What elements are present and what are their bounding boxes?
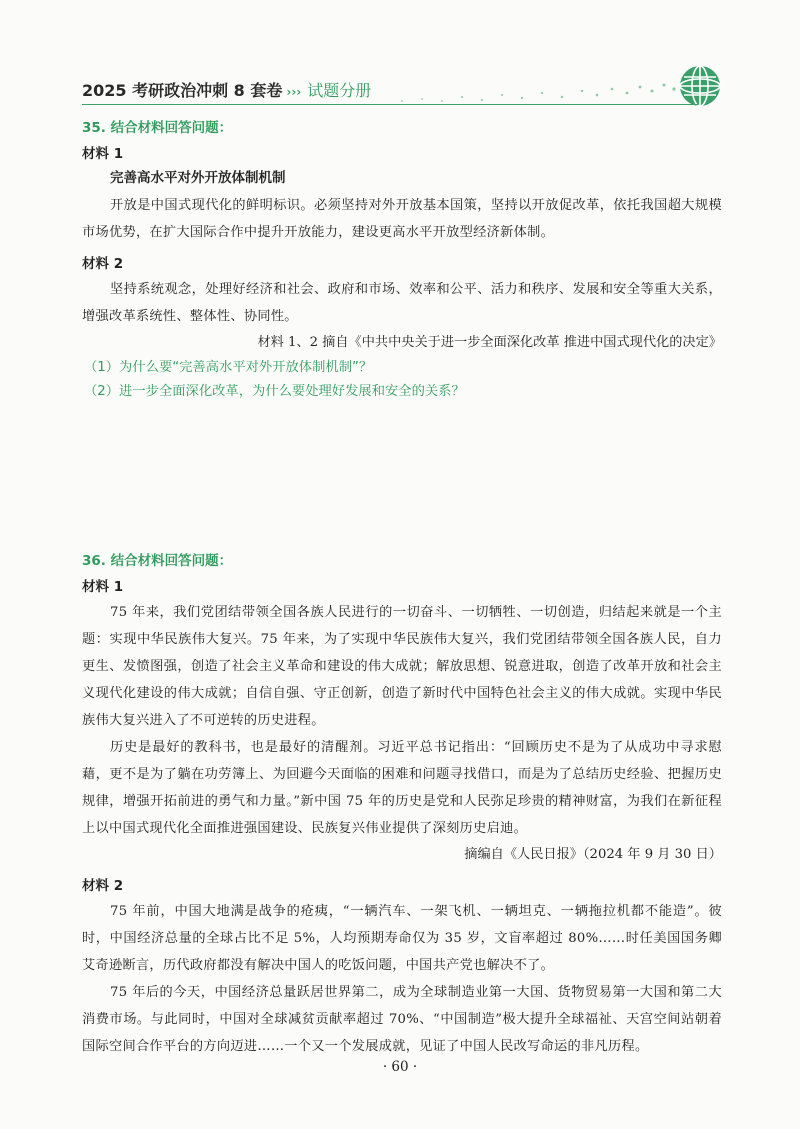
q36-material1-paragraph-1: 75 年来，我们党团结带领全国各族人民进行的一切奋斗、一切牺牲、一切创造，归结起来就是一个主题：实现中华民族伟大复兴。75 年来，为了实现中华民族伟大复兴，我们党团结带领全国各族人民，自力更生、发愤图强，创造了社会主义革命和建设的伟大成就；解放思想、锐意进取，创造了改革开放和社会主义现代化建设的伟大成就；自信自强、守正创新，创造了新时代中国特色社会主义的伟大成就。实现中华民族伟大复兴进入了不可逆转的历史进程。: [82, 605, 722, 728]
book-title: 2025 考研政治冲刺 8 套卷: [82, 81, 283, 100]
q36-material1-label: 材料 1: [82, 579, 124, 595]
q35-material1-heading: 完善高水平对外开放体制机制: [110, 170, 286, 186]
globe-icon: [678, 64, 722, 108]
q36-material1-source: 摘编自《人民日报》（2024 年 9 月 30 日）: [464, 847, 722, 862]
header-dot-pattern: [382, 79, 682, 105]
header-rule: [82, 104, 698, 105]
q36-material1-paragraph-2: 历史是最好的教科书，也是最好的清醒剂。习近平总书记指出：“回顾历史不是为了从成功中寻求慰藉，更不是为了躺在功劳簿上、为回避今天面临的困难和问题寻找借口，而是为了总结历史经验、把握历史规律，增强开拓前进的勇气和力量。”新中国 75 年的历史是党和人民弥足珍贵的精神财富，为我们在新征程上以中国式现代化全面推进强国建设、民族复兴伟业提供了深刻历史启迪。: [82, 740, 722, 836]
header-title: [82, 78, 371, 101]
page-header: [82, 72, 722, 112]
q36-material2-label: 材料 2: [82, 878, 124, 894]
q35-title: 35. 结合材料回答问题：: [82, 120, 233, 136]
question-35: [82, 116, 722, 404]
q36-title: 36. 结合材料回答问题：: [82, 553, 233, 569]
q35-material1-label: 材料 1: [82, 146, 124, 162]
q35-question-1: （1）为什么要“完善高水平对外开放体制机制”？: [84, 360, 373, 375]
page-number: · 60 ·: [382, 1059, 418, 1075]
q36-material2-paragraph-1: 75 年前，中国大地满是战争的疮痍，“一辆汽车、一架飞机、一辆坦克、一辆拖拉机都不能造”。彼时，中国经济总量的全球占比不足 5%，人均预期寿命仅为 35 岁，文盲率超过 80%……时任美国国务卿艾奇逊断言，历代政府都没有解决中国人的吃饭问题，中国共产党也解决不了。: [82, 904, 722, 973]
q35-material1-paragraph: 开放是中国式现代化的鲜明标识。必须坚持对外开放基本国策，坚持以开放促改革，依托我国超大规模市场优势，在扩大国际合作中提升开放能力，建设更高水平开放型经济新体制。: [82, 198, 722, 240]
header-arrows: ›››: [286, 85, 302, 99]
question-36: [82, 549, 722, 1060]
header-subtitle: 试题分册: [307, 81, 372, 100]
q36-material2-paragraph-2: 75 年后的今天，中国经济总量跃居世界第二，成为全球制造业第一大国、货物贸易第一大国和第二大消费市场。与此同时，中国对全球减贫贡献率超过 70%、“中国制造”极大提升全球福祉、天宫空间站朝着国际空间合作平台的方向迈进……一个又一个发展成就，见证了中国人民改写命运的非凡历程。: [82, 985, 722, 1054]
q35-source: 材料 1、2 摘自《中共中央关于进一步全面深化改革 推进中国式现代化的决定》: [257, 335, 722, 350]
q35-material2-label: 材料 2: [82, 256, 124, 272]
q35-material2-paragraph: 坚持系统观念，处理好经济和社会、政府和市场、效率和公平、活力和秩序、发展和安全等重大关系，增强改革系统性、整体性、协同性。: [82, 282, 722, 324]
q35-question-2: （2）进一步全面深化改革，为什么要处理好发展和安全的关系？: [84, 384, 465, 399]
